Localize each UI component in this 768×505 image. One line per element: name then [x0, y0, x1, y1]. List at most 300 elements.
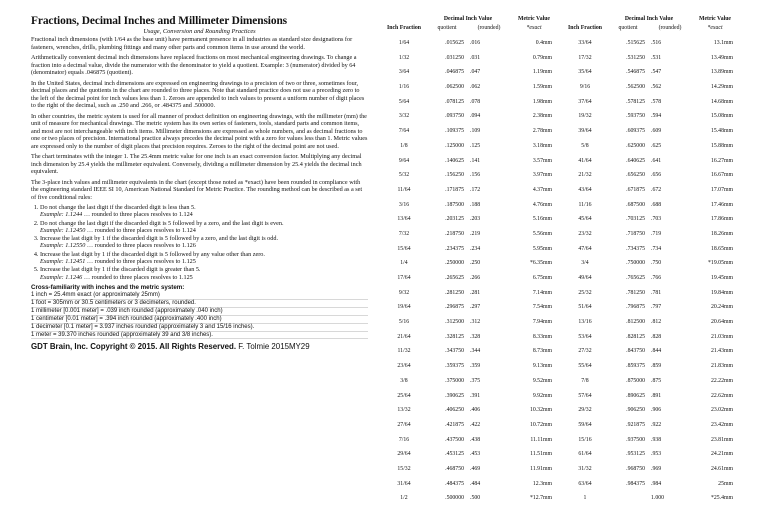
- rule-example: [40, 258, 368, 265]
- metric-cell: 22.62mm: [710, 392, 733, 399]
- rule-text: Increase the last digit by 1 if the discarded digit is 5 followed by any value other than zero.: [40, 250, 265, 258]
- quotient-cell: .015625: [445, 40, 464, 46]
- metric-cell: 16.67mm: [710, 172, 733, 179]
- header-inch-fraction: Inch Fraction: [387, 24, 421, 31]
- rounded-cell: .906: [651, 407, 662, 414]
- metric-cell: 0.79mm: [532, 54, 552, 61]
- rounded-cell: .328: [470, 333, 481, 340]
- fraction-cell: 1/2: [400, 495, 408, 502]
- metric-cell: 19.84mm: [710, 289, 733, 296]
- quotient-cell: .921875: [626, 421, 645, 428]
- fraction-cell: 3/32: [398, 113, 410, 120]
- metric-cell: 11.11mm: [530, 436, 552, 443]
- quotient-cell: .843750: [626, 348, 645, 355]
- header-rounded: (rounded): [658, 24, 682, 31]
- rounded-cell: .891: [651, 392, 662, 399]
- rule-example-value: Example: 1.1244: [40, 211, 83, 219]
- quotient-cell: .500000: [445, 495, 464, 502]
- header-decimal-inch: Decimal Inch Value: [624, 16, 674, 22]
- paragraph-conversion-factor: The chart terminates with the integer 1. The 25.4mm metric value for one inch is an exact conversion factor. Multiplying any decimal inch dimension by 25.4 yields the millimeter equivalent. Conversely, dividing a millimeter dimension by 25.4 yields the decimal inch equivalent.: [31, 153, 362, 175]
- metric-cell: 1.59mm: [532, 84, 552, 91]
- fraction-cell: 35/64: [578, 69, 592, 76]
- quotient-cell: .343750: [445, 348, 464, 355]
- metric-cell: 15.48mm: [710, 128, 733, 135]
- fraction-cell: 27/32: [578, 348, 592, 355]
- metric-cell: 22.22mm: [710, 377, 733, 384]
- metric-cell: 17.86mm: [710, 216, 733, 223]
- quotient-cell: .906250: [626, 407, 645, 414]
- metric-cell: 13.89mm: [710, 69, 733, 76]
- fraction-cell: 21/64: [397, 333, 411, 340]
- metric-cell: 13.1mm: [713, 40, 733, 46]
- rounded-cell: .875: [651, 377, 662, 384]
- quotient-cell: .093750: [445, 113, 464, 120]
- rounded-cell: .359: [470, 363, 481, 370]
- quotient-cell: .718750: [626, 230, 645, 237]
- metric-cell: 3.57mm: [532, 157, 552, 164]
- rounded-cell: .062: [470, 84, 481, 91]
- quotient-cell: .859375: [626, 363, 645, 370]
- fraction-cell: 45/64: [578, 216, 592, 223]
- quotient-cell: .640625: [626, 157, 645, 164]
- rounded-cell: .578: [651, 98, 662, 105]
- rule-example-result: … rounded to three places resolves to 1.126: [86, 242, 196, 250]
- rounded-cell: .156: [470, 172, 481, 179]
- document-title: Fractions, Decimal Inches and Millimeter Dimensions: [31, 15, 288, 27]
- rule-text: Do not change the last digit if the discarded digit is 5 followed by a zero, and the last digit is even.: [40, 219, 284, 227]
- fraction-cell: 47/64: [578, 245, 592, 252]
- metric-cell: 1.98mm: [532, 98, 552, 105]
- metric-cell: *25.4mm: [710, 495, 733, 502]
- rule-example-value: Example: 1.12451: [40, 258, 86, 266]
- metric-cell: 7.14mm: [532, 289, 552, 296]
- metric-cell: 7.54mm: [532, 304, 552, 311]
- fraction-cell: 31/64: [397, 480, 411, 487]
- fraction-cell: 3/64: [398, 69, 410, 76]
- rounded-cell: .281: [470, 289, 481, 296]
- fraction-cell: 13/64: [397, 216, 411, 223]
- metric-cell: 4.37mm: [532, 186, 552, 193]
- rounded-cell: .828: [651, 333, 662, 340]
- fraction-cell: 9/32: [398, 289, 410, 296]
- quotient-cell: .484375: [445, 480, 464, 487]
- fraction-cell: 29/32: [578, 407, 592, 414]
- rule-example: [40, 242, 368, 249]
- rounded-cell: .453: [470, 451, 481, 458]
- rounding-rules-list: [31, 204, 368, 281]
- metric-cell: 24.61mm: [710, 465, 733, 472]
- metric-cell: 10.32mm: [529, 407, 552, 414]
- quotient-cell: .578125: [626, 98, 645, 105]
- quotient-cell: .968750: [626, 465, 645, 472]
- rounded-cell: .250: [470, 260, 481, 267]
- quotient-cell: .437500: [445, 436, 464, 443]
- quotient-cell: .109375: [445, 128, 464, 135]
- cross-familiarity-line: 1 millimeter [0.001 meter] = .039 inch rounded (approximately .040 inch): [31, 308, 368, 316]
- header-inch-fraction: Inch Fraction: [568, 24, 602, 31]
- rounded-cell: .078: [470, 98, 481, 105]
- quotient-cell: .453125: [445, 451, 464, 458]
- rounded-cell: .938: [651, 436, 662, 443]
- fraction-cell: 25/64: [397, 392, 411, 399]
- rounded-cell: .750: [651, 260, 662, 267]
- quotient-cell: .328125: [445, 333, 464, 340]
- quotient-cell: .875000: [626, 377, 645, 384]
- fraction-cell: 21/32: [578, 172, 592, 179]
- fraction-cell: 31/32: [578, 465, 592, 472]
- rounded-cell: .641: [651, 157, 662, 164]
- rounded-cell: .812: [651, 319, 662, 326]
- quotient-cell: .828125: [626, 333, 645, 340]
- rounding-rule: [40, 235, 368, 250]
- quotient-cell: .031250: [445, 54, 464, 61]
- fraction-cell: 23/64: [397, 363, 411, 370]
- metric-cell: 23.02mm: [710, 407, 733, 414]
- rounded-cell: .438: [470, 436, 481, 443]
- fraction-cell: 17/32: [578, 54, 592, 61]
- quotient-cell: .531250: [626, 54, 645, 61]
- metric-cell: 2.78mm: [532, 128, 552, 135]
- header-metric-value: Metric Value: [698, 16, 732, 22]
- quotient-cell: .187500: [445, 201, 464, 208]
- fraction-cell: 49/64: [578, 275, 592, 281]
- fraction-cell: 13/32: [397, 407, 411, 414]
- fraction-cell: 11/64: [397, 186, 411, 193]
- metric-cell: 17.46mm: [710, 201, 733, 208]
- rule-text: Increase the last digit by 1 if the discarded digit is greater than 5.: [40, 266, 201, 274]
- cross-familiarity-line: 1 meter = 39.370 inches rounded (approximately 39 and 3/8 inches).: [31, 332, 368, 340]
- rounded-cell: .344: [470, 348, 481, 355]
- rounded-cell: .234: [470, 245, 481, 252]
- fraction-cell: 27/64: [397, 421, 411, 428]
- metric-cell: *6.35mm: [529, 260, 552, 267]
- quotient-cell: .546875: [626, 69, 645, 76]
- rounded-cell: 1.000: [651, 495, 665, 502]
- quotient-cell: .046875: [445, 69, 464, 76]
- metric-cell: 2.38mm: [532, 113, 552, 120]
- rounding-rule: [40, 251, 368, 266]
- fraction-cell: 3/4: [581, 260, 589, 267]
- fraction-cell: 33/64: [578, 40, 592, 46]
- rounded-cell: .266: [470, 275, 481, 281]
- metric-cell: 25mm: [718, 480, 733, 487]
- rounded-cell: .969: [651, 465, 662, 472]
- fraction-cell: 1/4: [400, 260, 408, 267]
- metric-cell: 20.24mm: [710, 304, 733, 311]
- metric-cell: 18.65mm: [710, 245, 733, 252]
- metric-cell: 24.21mm: [710, 451, 733, 458]
- metric-cell: *19.05mm: [708, 260, 733, 267]
- fraction-cell: 61/64: [578, 451, 592, 458]
- metric-cell: *12.7mm: [529, 495, 552, 502]
- rounded-cell: .703: [651, 216, 662, 223]
- rounded-cell: .422: [470, 421, 481, 428]
- rounded-cell: .656: [651, 172, 662, 179]
- document-subtitle: Usage, Conversion and Rounding Practices: [143, 28, 256, 35]
- header-rounded: (rounded): [477, 24, 501, 31]
- rounded-cell: .047: [470, 69, 481, 76]
- rule-example-value: Example: 1.12450: [40, 226, 86, 234]
- fraction-cell: 9/64: [398, 157, 410, 164]
- metric-cell: 5.95mm: [532, 245, 552, 252]
- rounding-rule: [40, 220, 368, 235]
- rounded-cell: .172: [470, 186, 481, 193]
- quotient-cell: .171875: [445, 186, 464, 193]
- quotient-cell: .625000: [626, 142, 645, 149]
- metric-cell: 9.13mm: [532, 363, 552, 370]
- rounded-cell: .531: [651, 54, 662, 61]
- rounded-cell: .547: [651, 69, 662, 76]
- fraction-cell: 5/32: [398, 172, 410, 179]
- metric-cell: 15.08mm: [710, 113, 733, 120]
- rounded-cell: .219: [470, 230, 481, 237]
- rule-example-result: … rounded to three places resolves to 1.124: [83, 211, 193, 219]
- rounded-cell: .094: [470, 113, 481, 120]
- metric-cell: 1.19mm: [532, 69, 552, 76]
- rounded-cell: .594: [651, 113, 662, 120]
- fraction-cell: 41/64: [578, 157, 592, 164]
- quotient-cell: .062500: [445, 84, 464, 91]
- rounded-cell: .109: [470, 128, 481, 135]
- rounded-cell: .125: [470, 142, 481, 149]
- rule-text: Do not change the last digit if the discarded digit is less than 5.: [40, 204, 196, 211]
- quotient-cell: .359375: [445, 363, 464, 370]
- metric-cell: 19.45mm: [710, 275, 733, 281]
- fraction-cell: 15/32: [397, 465, 411, 472]
- quotient-cell: .984375: [626, 480, 645, 487]
- fraction-cell: 39/64: [578, 128, 592, 135]
- metric-cell: 8.73mm: [532, 348, 552, 355]
- header-metric-value: Metric Value: [517, 16, 551, 22]
- fraction-cell: 3/16: [398, 201, 410, 208]
- paragraph-rounding-method: The 3-place inch values and millimeter equivalents in the chart (except those noted as *exact) have been rounded in compliance with the engineering standard IEEE SI 10, American National Standard for Metric Practice. The rounding method can be described as a set of five conditional rules:: [31, 178, 363, 201]
- metric-cell: 7.94mm: [532, 319, 552, 326]
- rounding-rule: [40, 266, 368, 281]
- quotient-cell: .703125: [626, 216, 645, 223]
- metric-cell: 12.3mm: [532, 480, 552, 487]
- fraction-cell: 7/32: [398, 230, 410, 237]
- metric-cell: 9.52mm: [532, 377, 552, 384]
- fraction-cell: 1/8: [400, 142, 408, 149]
- fraction-cell: 7/16: [398, 436, 410, 443]
- fraction-cell: 5/8: [581, 142, 589, 149]
- rule-example: [40, 227, 368, 234]
- quotient-cell: .125000: [445, 142, 464, 149]
- quotient-cell: .375000: [445, 377, 464, 384]
- rounded-cell: .953: [651, 451, 662, 458]
- quotient-cell: .234375: [445, 245, 464, 252]
- metric-cell: 20.64mm: [710, 319, 733, 326]
- fraction-cell: 7/64: [398, 128, 410, 135]
- quotient-cell: .250000: [445, 260, 464, 267]
- fraction-cell: 11/16: [578, 201, 592, 208]
- rounded-cell: .766: [651, 275, 662, 281]
- fraction-cell: 55/64: [578, 363, 592, 370]
- quotient-cell: .156250: [445, 172, 464, 179]
- cross-familiarity-line: 1 decimeter [0.1 meter] = 3.937 inches rounded (approximately 3 and 15/16 inches).: [31, 324, 368, 332]
- cross-familiarity-line: 1 inch = 25.4mm exact (or approximately 25mm): [31, 292, 368, 300]
- document-text-column: [31, 15, 368, 485]
- metric-cell: 11.51mm: [530, 451, 552, 458]
- metric-cell: 15.88mm: [710, 142, 733, 149]
- rule-example-result: … rounded to three places resolves to 1.125: [86, 258, 196, 266]
- rule-text: Increase the last digit by 1 if the discarded digit is 5 followed by a zero, and the last digit is odd.: [40, 235, 278, 243]
- metric-cell: 10.72mm: [529, 421, 552, 428]
- fraction-cell: 51/64: [578, 304, 592, 311]
- rounded-cell: .797: [651, 304, 662, 311]
- rounded-cell: .203: [470, 216, 481, 223]
- fraction-cell: 37/64: [578, 98, 592, 105]
- rounded-cell: .484: [470, 480, 481, 487]
- rounded-cell: .141: [470, 157, 481, 164]
- fraction-cell: 3/8: [400, 377, 408, 384]
- rounded-cell: .859: [651, 363, 662, 370]
- quotient-cell: .078125: [445, 98, 464, 105]
- quotient-cell: .734375: [626, 245, 645, 252]
- rounded-cell: .688: [651, 201, 662, 208]
- quotient-cell: .406250: [445, 407, 464, 414]
- metric-cell: 6.75mm: [532, 275, 552, 281]
- rounded-cell: .844: [651, 348, 662, 355]
- quotient-cell: .593750: [626, 113, 645, 120]
- rule-example: [40, 211, 368, 218]
- metric-cell: 23.42mm: [710, 421, 733, 428]
- quotient-cell: .218750: [445, 230, 464, 237]
- quotient-cell: .812500: [626, 319, 645, 326]
- fraction-cell: 9/16: [579, 84, 591, 91]
- fraction-cell: 1/16: [398, 84, 410, 91]
- fraction-cell: 7/8: [581, 377, 589, 384]
- metric-cell: 5.56mm: [532, 230, 552, 237]
- fraction-cell: 59/64: [578, 421, 592, 428]
- fraction-cell: 19/32: [578, 113, 592, 120]
- header-quotient: quotient: [618, 24, 638, 31]
- fraction-cell: 25/32: [578, 289, 592, 296]
- quotient-cell: .421875: [445, 421, 464, 428]
- copyright-text: GDT Brain, Inc. Copyright © 2015. All Rights Reserved.: [31, 342, 237, 352]
- metric-cell: 16.27mm: [710, 157, 733, 164]
- quotient-cell: .281250: [445, 289, 464, 296]
- rounded-cell: .984: [651, 480, 662, 487]
- quotient-cell: .562500: [626, 84, 645, 91]
- metric-cell: 3.18mm: [532, 142, 552, 149]
- rounded-cell: .625: [651, 142, 662, 149]
- metric-cell: 4.76mm: [532, 201, 552, 208]
- metric-cell: 0.4mm: [535, 40, 552, 46]
- header-quotient: quotient: [437, 24, 457, 31]
- metric-cell: 13.49mm: [710, 54, 733, 61]
- quotient-cell: .765625: [626, 275, 645, 281]
- fraction-cell: 17/64: [397, 275, 411, 281]
- fraction-cell: 15/64: [397, 245, 411, 252]
- rule-example-result: … rounded to three places resolves to 1.125: [83, 273, 193, 281]
- rounded-cell: .781: [651, 289, 662, 296]
- quotient-cell: .312500: [445, 319, 464, 326]
- rounded-cell: .734: [651, 245, 662, 252]
- fraction-cell: 23/32: [578, 230, 592, 237]
- quotient-cell: .296875: [445, 304, 464, 311]
- rounding-rule: [40, 204, 368, 219]
- quotient-cell: .671875: [626, 186, 645, 193]
- fraction-cell: 5/16: [398, 319, 410, 326]
- metric-cell: 5.16mm: [532, 216, 552, 223]
- fraction-cell: 53/64: [578, 333, 592, 340]
- paragraph-metric-practice: In other countries, the metric system is used for all manner of product definition on engineering drawings, with the millimeter (mm) the unit of measure for mechanical drawings. The metric system has its own series of fasteners, tools, standard parts and common items, and most are not interchangeable with inch items. Millimeter dimensions are expressed as whole numbers, and as decimal fractions to one or two places of precision. International practice always precedes the decimal point with a zero for values less than 1. Metric values are expressed only to the number of digit places that precision requires. Zeroes to the right of the decimal point are not used.: [31, 112, 368, 150]
- quotient-cell: .781250: [626, 289, 645, 296]
- metric-cell: 17.07mm: [710, 186, 733, 193]
- rounded-cell: .500: [470, 495, 481, 502]
- metric-cell: 3.97mm: [532, 172, 552, 179]
- fraction-cell: 15/16: [578, 436, 592, 443]
- metric-cell: 14.68mm: [710, 98, 733, 105]
- cross-familiarity-line: 1 centimeter [0.01 meter] = .394 inch rounded (approximately .400 inch): [31, 316, 368, 324]
- header-exact-note: *exact: [526, 24, 542, 31]
- rounded-cell: .609: [651, 128, 662, 135]
- fraction-cell: 19/64: [397, 304, 411, 311]
- rule-example: [40, 274, 368, 281]
- quotient-cell: .656250: [626, 172, 645, 179]
- metric-cell: 9.92mm: [532, 392, 552, 399]
- metric-cell: 18.26mm: [710, 230, 733, 237]
- quotient-cell: .468750: [445, 465, 464, 472]
- copyright-footer: [31, 342, 368, 351]
- quotient-cell: .265625: [445, 275, 464, 281]
- cross-familiarity-heading: Cross-familiarity with inches and the metric system:: [31, 283, 185, 291]
- quotient-cell: .609375: [626, 128, 645, 135]
- rounded-cell: .562: [651, 84, 662, 91]
- fraction-cell: 13/16: [578, 319, 592, 326]
- metric-cell: 23.81mm: [710, 436, 733, 443]
- fraction-cell: 11/32: [397, 348, 411, 355]
- quotient-cell: .687500: [626, 201, 645, 208]
- quotient-cell: .390625: [445, 392, 464, 399]
- quotient-cell: .140625: [445, 157, 464, 164]
- paragraph-decimal-conversion: Arithmetically convenient decimal inch dimensions have replaced fractions on most mechanical engineering drawings. To change a fraction into a decimal value, divide the numerator with the denominator to yield a quotient. Example: 3 (numerator) divided by 64 (denominator) equals .046875 (quotient).: [31, 54, 357, 76]
- quotient-cell: .937500: [626, 436, 645, 443]
- fraction-cell: 43/64: [578, 186, 592, 193]
- fraction-cell: 1/32: [398, 54, 410, 61]
- quotient-cell: .203125: [445, 216, 464, 223]
- rounded-cell: .312: [470, 319, 481, 326]
- cross-familiarity-line: 1 foot = 305mm or 30.5 centimeters or 3 decimeters, rounded.: [31, 300, 368, 308]
- rounded-cell: .297: [470, 304, 481, 311]
- rounded-cell: .031: [470, 54, 481, 61]
- metric-cell: 11.91mm: [530, 465, 552, 472]
- fraction-cell: 63/64: [578, 480, 592, 487]
- rounded-cell: .188: [470, 201, 481, 208]
- rounded-cell: .922: [651, 421, 662, 428]
- rounded-cell: .406: [470, 407, 481, 414]
- rounded-cell: .375: [470, 377, 481, 384]
- quotient-cell: .890625: [626, 392, 645, 399]
- quotient-cell: .953125: [626, 451, 645, 458]
- metric-cell: 8.33mm: [532, 333, 552, 340]
- rounded-cell: .391: [470, 392, 481, 399]
- fraction-cell: 29/64: [397, 451, 411, 458]
- metric-cell: 14.29mm: [710, 84, 733, 91]
- fraction-cell: 5/64: [398, 98, 410, 105]
- paragraph-us-practice: In the United States, decimal inch dimensions are expressed on engineering drawings to a precision of two or three, sometimes four, decimal places and the quotients in the chart are rounded to three places. Note that standard practice does not use a preceding zero to the left of the decimal point for inch values less than 1. Zeroes are appended to inch values to present a uniform number of digit places to the right of the decimal, such as .250 and .266, or .484375 and .500000.: [31, 79, 365, 109]
- paragraph-intro: Fractional inch dimensions (with 1/64 as the base unit) have permanent presence in all industries as standard size designations for fasteners, wrenches, drills, plumbing fittings and many other parts and common items in use around the world.: [31, 36, 353, 51]
- quotient-cell: .515625: [626, 40, 645, 46]
- rule-example-value: Example: 1.1246: [40, 273, 83, 281]
- rounded-cell: .672: [651, 186, 662, 193]
- fraction-cell: 57/64: [578, 392, 592, 399]
- metric-cell: 21.03mm: [710, 333, 733, 340]
- rounded-cell: .469: [470, 465, 481, 472]
- metric-cell: 21.43mm: [710, 348, 733, 355]
- rounded-cell: .016: [470, 40, 481, 46]
